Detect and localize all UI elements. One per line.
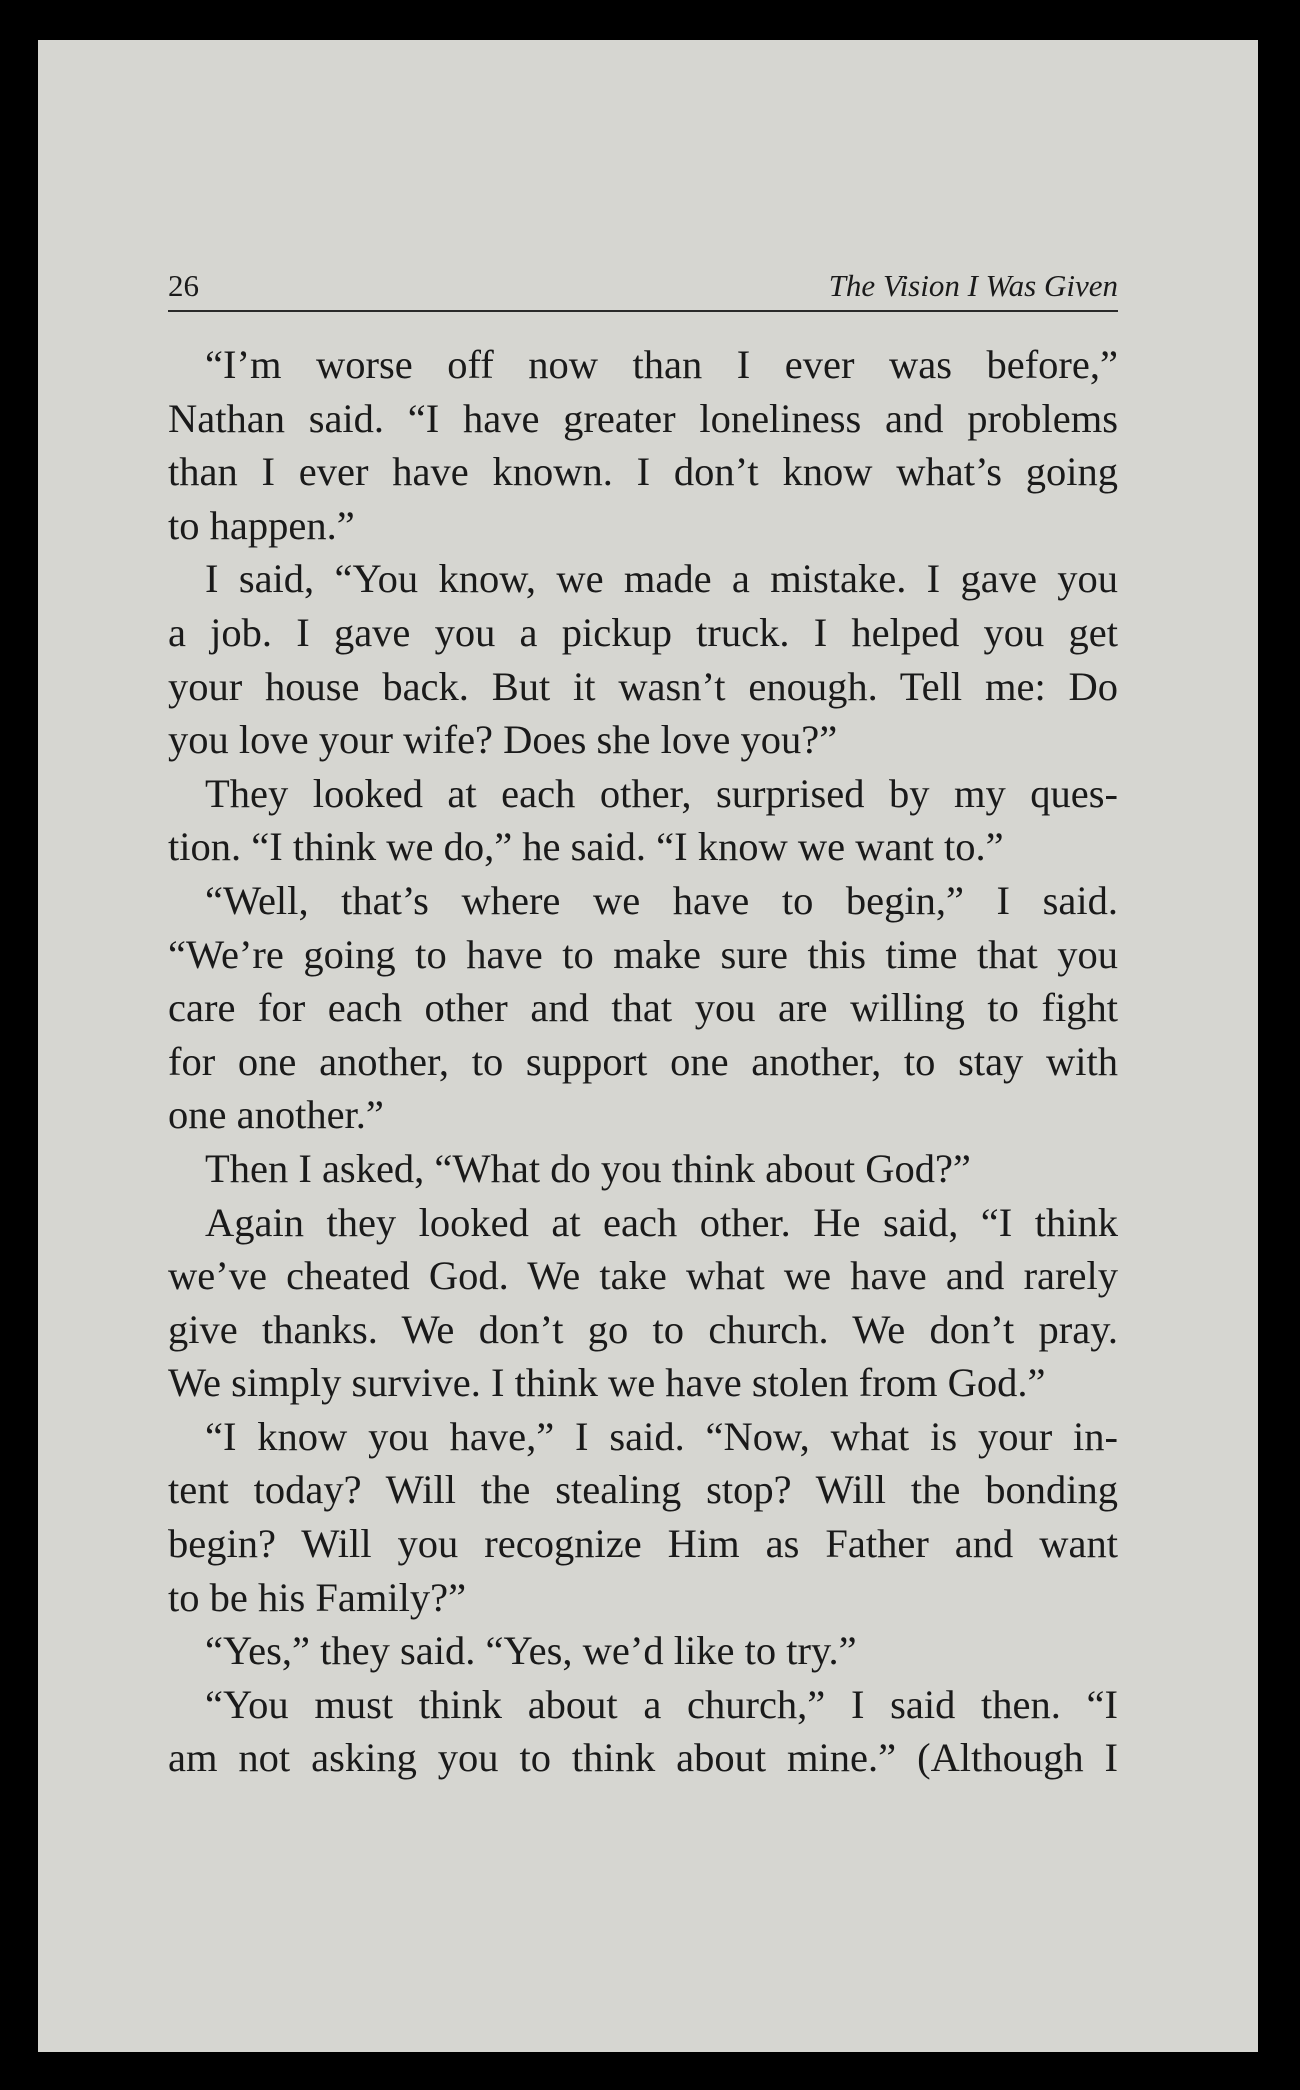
- text-line: to happen.”: [168, 502, 355, 548]
- text-line: “Well, that’s where we have to begin,” I said.: [205, 877, 1118, 923]
- text-line: “I’m worse off now than I ever was before,”: [205, 342, 1118, 387]
- text-line: “You must think about a church,” I said then. “I: [205, 1681, 1118, 1727]
- text-line: you love your wife? Does she love you?”: [168, 717, 838, 763]
- text-line: They looked at each other, surprised by my ques-: [205, 770, 1118, 816]
- body-text: [168, 338, 1118, 1785]
- text-line: Then I asked, “What do you think about God?”: [205, 1145, 971, 1191]
- text-line: am not asking you to think about mine.” (Although I: [168, 1735, 1118, 1781]
- text-line: tent today? Will the stealing stop? Will the bonding: [168, 1467, 1118, 1513]
- page-header: [168, 265, 1118, 312]
- text-line: Again they looked at each other. He said, “I think: [205, 1199, 1118, 1245]
- text-line: We simply survive. I think we have stolen from God.”: [168, 1360, 1046, 1406]
- text-line: a job. I gave you a pickup truck. I helped you get: [168, 609, 1118, 655]
- text-line: care for each other and that you are willing to fight: [168, 985, 1118, 1031]
- text-line: we’ve cheated God. We take what we have and rarely: [168, 1253, 1118, 1299]
- text-line: one another.”: [168, 1092, 384, 1138]
- text-line: tion. “I think we do,” he said. “I know we want to.”: [168, 824, 1004, 870]
- text-line: for one another, to support one another, to stay with: [168, 1038, 1118, 1084]
- text-line: to be his Family?”: [168, 1574, 467, 1620]
- text-line: “Yes,” they said. “Yes, we’d like to try.”: [205, 1628, 857, 1674]
- text-line: give thanks. We don’t go to church. We don’t pray.: [168, 1306, 1118, 1352]
- text-line: begin? Will you recognize Him as Father and want: [168, 1521, 1118, 1567]
- text-line: Nathan said. “I have greater loneliness and problems: [168, 395, 1118, 441]
- text-line: “I know you have,” I said. “Now, what is your in-: [205, 1413, 1118, 1459]
- text-line: “We’re going to have to make sure this time that you: [168, 931, 1118, 977]
- text-line: your house back. But it wasn’t enough. Tell me: Do: [168, 663, 1118, 709]
- text-line: than I ever have known. I don’t know what’s going: [168, 449, 1118, 495]
- running-head: The Vision I Was Given: [828, 268, 1118, 303]
- page-number: 26: [168, 268, 199, 303]
- text-line: I said, “You know, we made a mistake. I gave you: [205, 556, 1118, 602]
